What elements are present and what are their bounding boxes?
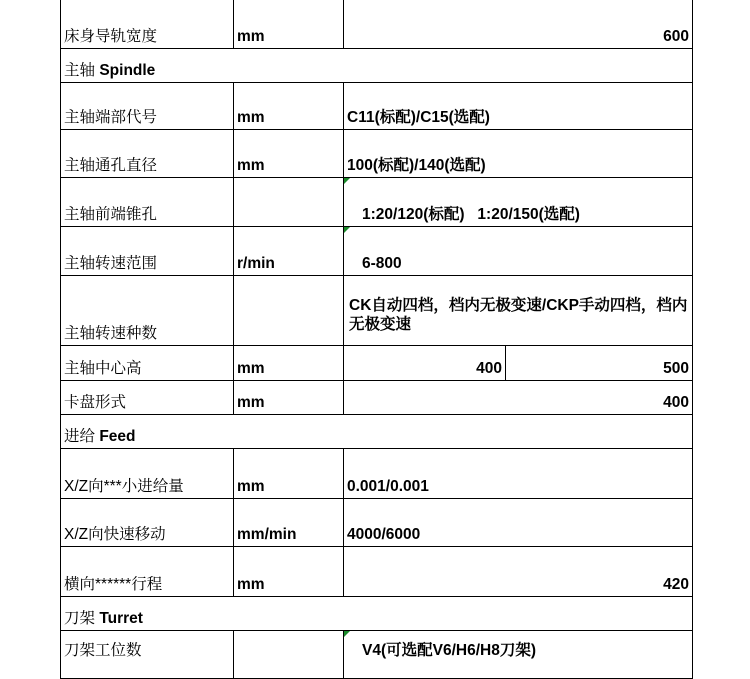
- param-value-a: 400: [344, 346, 506, 381]
- param-unit: [234, 276, 344, 346]
- param-value: 4000/6000: [344, 499, 693, 547]
- table-row: [60, 449, 693, 499]
- param-value: 0.001/0.001: [344, 449, 693, 499]
- section-title-cn: 进给: [64, 428, 96, 446]
- section-title: [60, 49, 693, 83]
- table-row: [60, 83, 693, 130]
- param-value-b: 500: [506, 346, 693, 381]
- table-row: [60, 631, 693, 679]
- param-name: 主轴转速种数: [60, 276, 234, 346]
- param-unit: [234, 178, 344, 227]
- section-title-en: Feed: [99, 428, 136, 446]
- section-header-feed: [60, 415, 693, 449]
- param-name: X/Z向***小进给量: [60, 449, 234, 499]
- table-row: [60, 499, 693, 547]
- table-row: [60, 178, 693, 227]
- section-header-turret: [60, 597, 693, 631]
- table-row: [60, 276, 693, 346]
- param-name: 主轴通孔直径: [60, 130, 234, 178]
- section-header-spindle: [60, 49, 693, 83]
- param-value: 1:20/120(标配) 1:20/150(选配): [344, 178, 693, 227]
- table-row: [60, 130, 693, 178]
- param-name: 主轴前端锥孔: [60, 178, 234, 227]
- table-row: [60, 0, 693, 49]
- section-title-en: Turret: [99, 610, 143, 628]
- param-unit: mm: [234, 130, 344, 178]
- section-title: [60, 597, 693, 631]
- param-name: 主轴端部代号: [60, 83, 234, 130]
- param-unit: mm: [234, 0, 344, 49]
- param-unit: mm/min: [234, 499, 344, 547]
- table-row: [60, 547, 693, 597]
- table-row: [60, 227, 693, 276]
- param-unit: r/min: [234, 227, 344, 276]
- param-unit: mm: [234, 381, 344, 415]
- param-unit: mm: [234, 547, 344, 597]
- table-row: [60, 381, 693, 415]
- param-name: 横向******行程: [60, 547, 234, 597]
- param-unit: mm: [234, 83, 344, 130]
- param-value: 600: [344, 0, 693, 49]
- param-unit: mm: [234, 449, 344, 499]
- table-row: [60, 346, 693, 381]
- section-title-cn: 刀架: [64, 610, 96, 628]
- param-name: 主轴转速范围: [60, 227, 234, 276]
- param-value: 100(标配)/140(选配): [344, 130, 693, 178]
- section-title-en: Spindle: [99, 62, 156, 80]
- param-value: C11(标配)/C15(选配): [344, 83, 693, 130]
- param-name: 卡盘形式: [60, 381, 234, 415]
- param-name: 主轴中心高: [60, 346, 234, 381]
- param-name: X/Z向快速移动: [60, 499, 234, 547]
- section-title-cn: 主轴: [64, 62, 96, 80]
- param-value: CK自动四档，档内无极变速/CKP手动四档，档内无极变速: [344, 276, 693, 346]
- param-name: 刀架工位数: [60, 631, 234, 679]
- param-unit: mm: [234, 346, 344, 381]
- param-value: 400: [344, 381, 693, 415]
- param-name: 床身导轨宽度: [60, 0, 234, 49]
- spec-table: [60, 0, 693, 659]
- param-value: 420: [344, 547, 693, 597]
- param-unit: [234, 631, 344, 679]
- param-value: 6-800: [344, 227, 693, 276]
- param-value: V4(可选配V6/H6/H8刀架): [344, 631, 693, 679]
- section-title: [60, 415, 693, 449]
